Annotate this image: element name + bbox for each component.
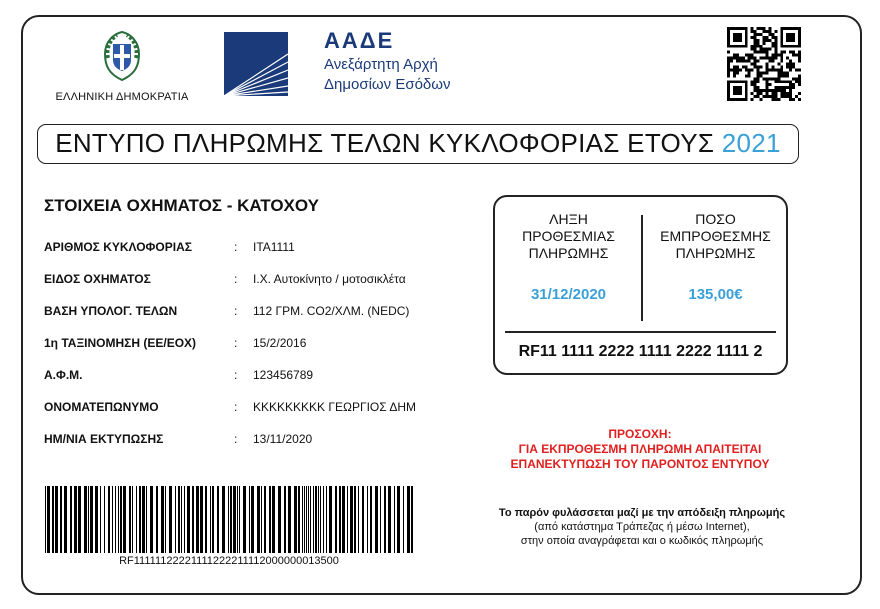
aade-subtitle-line-1: Ανεξάρτητη Αρχή [324,56,438,73]
amount-label-line-3: ΠΛΗΡΩΜΗΣ [675,245,756,261]
field-label: ΕΙΔΟΣ ΟΧΗΜΑΤΟΣ [44,272,151,286]
field-label: ΒΑΣΗ ΥΠΟΛΟΓ. ΤΕΛΩΝ [44,304,178,318]
payment-rule [505,331,776,333]
field-separator: : [234,336,238,350]
amount-label-line-2: ΕΜΠΡΟΘΕΣΜΗΣ [660,228,771,244]
field-value: 15/2/2016 [253,336,307,350]
field-value: 123456789 [253,368,314,382]
field-value: ΙΤΑ1111 [253,240,295,254]
warning-line-2: ΓΙΑ ΕΚΠΡΟΘΕΣΜΗ ΠΛΗΡΩΜΗ ΑΠΑΙΤΕΙΤΑΙ [518,442,762,456]
warning-line-1: ΠΡΟΣΟΧΗ: [608,427,672,441]
field-separator: : [234,400,238,414]
note-line-2: (από κατάστημα Τράπεζας ή μέσω Internet), [534,521,750,533]
amount-column [642,211,789,303]
qr-code-icon [727,27,801,101]
vehicle-section-title: ΣΤΟΙΧΕΙΑ ΟΧΗΜΑΤΟΣ - ΚΑΤΟΧΟΥ [44,196,319,215]
deadline-label-line-1: ΛΗΞΗ [549,211,588,227]
republic-label: ΕΛΛΗΝΙΚΗ ΔΗΜΟΚΡΑΤΙΑ [55,91,189,103]
field-separator: : [234,368,238,382]
receipt-note [472,506,812,548]
aade-subtitle-line-2: Δημοσίων Εσόδων [324,76,451,93]
field-separator: : [234,272,238,286]
form-title-year: 2021 [721,128,781,158]
form-title-text: ΕΝΤΥΠΟ ΠΛΗΡΩΜΗΣ ΤΕΛΩΝ ΚΥΚΛΟΦΟΡΙΑΣ ΕΤΟΥΣ [55,128,715,158]
field-separator: : [234,304,238,318]
form-title [37,124,799,164]
amount-label-line-1: ΠΟΣΟ [695,211,736,227]
payment-box [493,195,788,375]
greek-coat-of-arms-icon [99,28,145,82]
field-value: Ι.Χ. Αυτοκίνητο / μοτοσικλέτα [253,272,406,286]
note-line-3: στην οποία αναγράφεται και ο κωδικός πληρωμής [520,535,764,547]
barcode-text: RF11111122221111222211112000000013500 [119,555,339,567]
warning-line-3: ΕΠΑΝΕΚΤΥΠΩΣΗ ΤΟΥ ΠΑΡΟΝΤΟΣ ΕΝΤΥΠΟΥ [510,457,770,471]
field-label: 1η ΤΑΞΙΝΟΜΗΣΗ (ΕΕ/ΕΟΧ) [44,336,197,350]
barcode-icon [43,486,415,553]
deadline-label-line-3: ΠΛΗΡΩΜΗΣ [528,245,609,261]
aade-text-block [324,28,450,94]
payment-code: RF11 1111 2222 1111 2222 1111 2 [518,343,763,360]
field-value: ΚΚΚΚΚΚΚΚΚ ΓΕΩΡΓΙΟΣ ΔΗΜ [253,400,417,414]
note-line-1: Το παρόν φυλάσσεται μαζί με την απόδειξη πληρωμής [498,507,786,519]
aade-logo-icon [224,32,288,96]
field-label: Α.Φ.Μ. [44,368,83,382]
amount-value: 135,00€ [688,286,743,303]
field-value: 13/11/2020 [253,432,313,446]
field-value: 112 ΓΡΜ. CO2/ΧΛΜ. (NEDC) [253,304,410,318]
deadline-label-line-2: ΠΡΟΘΕΣΜΙΑΣ [522,228,615,244]
deadline-column [495,211,642,303]
field-label: ΗΜ/ΝΙΑ ΕΚΤΥΠΩΣΗΣ [44,432,164,446]
late-payment-warning [470,427,810,472]
aade-name: ΑΑΔΕ [324,28,395,53]
deadline-value: 31/12/2020 [530,286,607,303]
field-separator: : [234,240,238,254]
field-separator: : [234,432,238,446]
field-label: ΑΡΙΘΜΟΣ ΚΥΚΛΟΦΟΡΙΑΣ [44,240,192,254]
republic-block [44,28,200,103]
field-label: ΟΝΟΜΑΤΕΠΩΝΥΜΟ [44,400,159,414]
